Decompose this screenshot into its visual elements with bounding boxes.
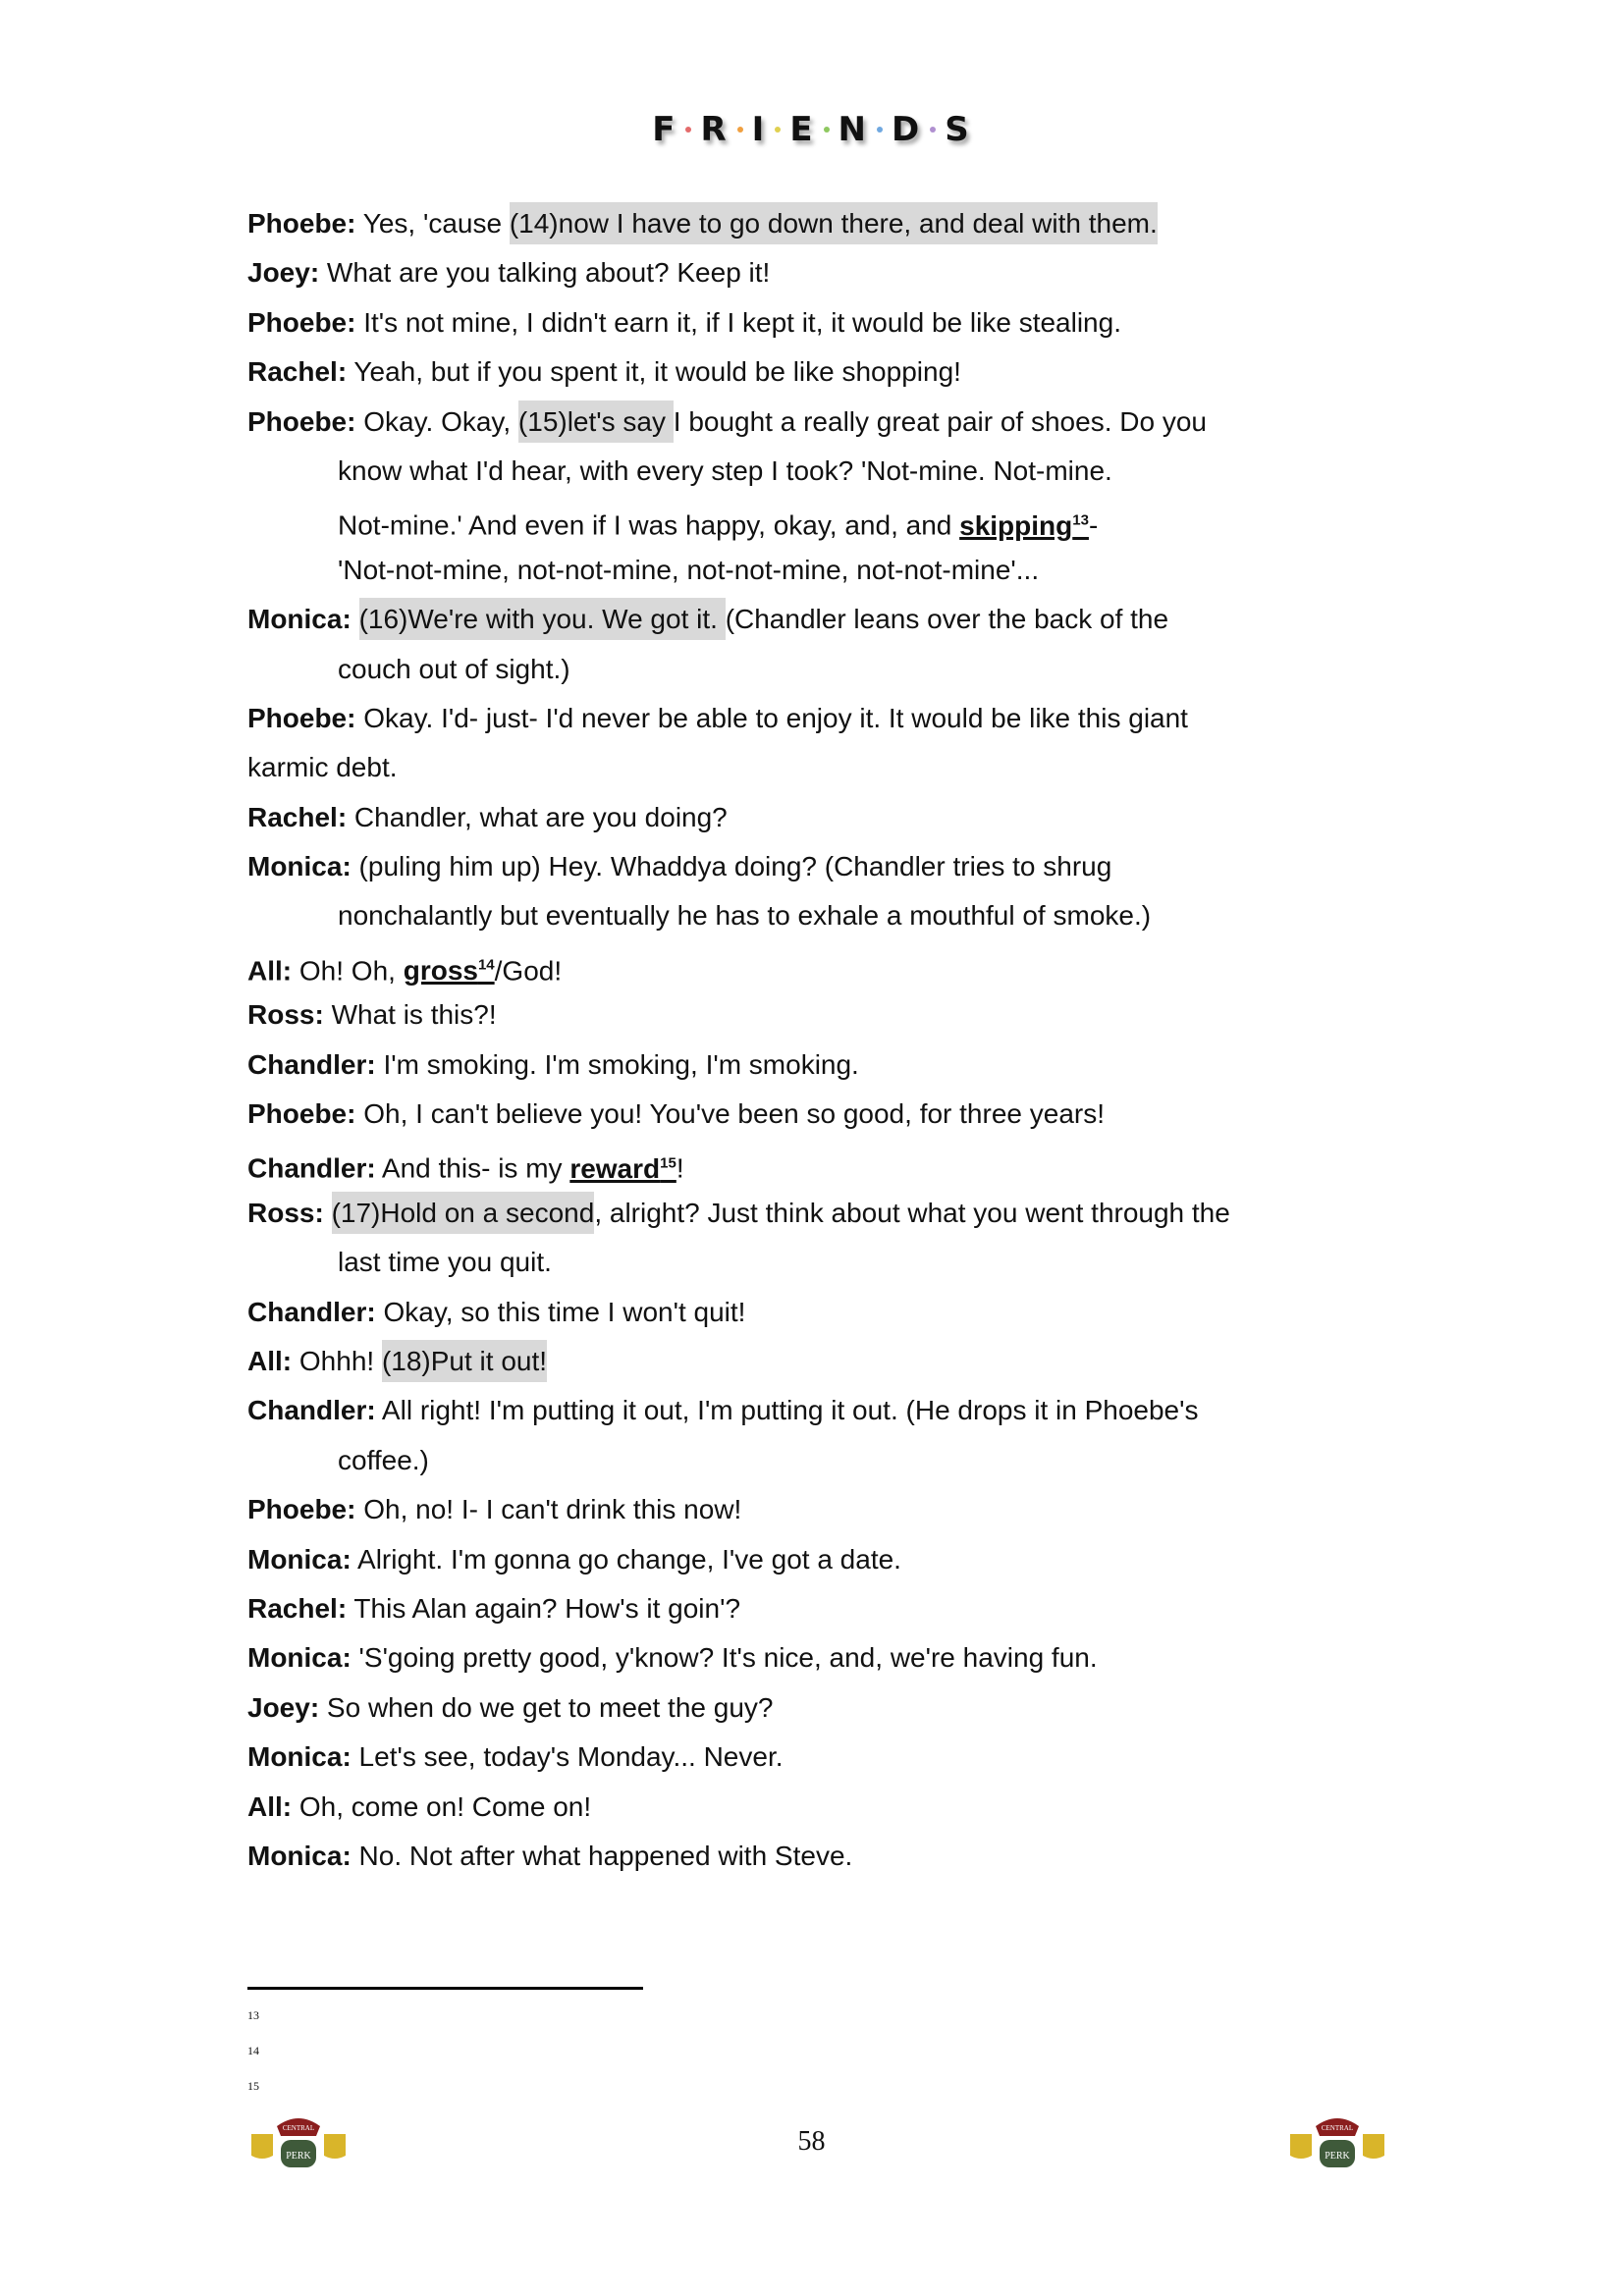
logo-dot xyxy=(737,127,743,133)
text: Not-mine.' And even if I was happy, okay, and, and xyxy=(338,509,960,541)
speaker-name: All: xyxy=(247,955,293,987)
script-text xyxy=(247,199,1406,1881)
speaker-name: Monica: xyxy=(247,851,352,882)
dialogue-text xyxy=(338,900,1151,931)
dialogue-line xyxy=(247,1783,1406,1832)
logo-letter: E xyxy=(789,110,815,149)
text: What is this?! xyxy=(323,999,497,1031)
dialogue-text xyxy=(352,604,359,634)
highlighted-phrase xyxy=(510,202,1158,244)
highlighted-phrase xyxy=(518,400,674,443)
text: I bought a really great pair of shoes. Do you xyxy=(673,405,1207,437)
page-number: 58 xyxy=(797,2126,826,2157)
dialogue-text xyxy=(355,208,509,239)
text: (17)Hold on a second xyxy=(331,1197,595,1228)
footnote-15: 15 xyxy=(247,2079,259,2093)
text: Okay. Okay, xyxy=(355,405,518,437)
dialogue-text xyxy=(347,1593,740,1624)
text: And this- is my xyxy=(375,1152,570,1184)
dialogue-text xyxy=(352,1841,853,1871)
logo-letter: R xyxy=(700,110,729,149)
highlighted-phrase xyxy=(382,1340,547,1382)
dialogue-line xyxy=(247,199,1406,248)
dialogue-line xyxy=(247,1139,1406,1188)
dialogue-text xyxy=(338,654,570,684)
text: couch out of sight.) xyxy=(338,653,570,684)
central-perk-logo-right xyxy=(1286,2112,1388,2169)
dialogue-text xyxy=(324,999,497,1030)
speaker-name: Phoebe: xyxy=(247,1098,356,1130)
dialogue-text xyxy=(338,510,959,541)
speaker-name: Phoebe: xyxy=(247,702,356,733)
speaker-name: Monica: xyxy=(247,1840,352,1871)
dialogue-text xyxy=(376,1297,746,1327)
dialogue-text xyxy=(355,1098,1105,1129)
dialogue-text xyxy=(376,1395,1199,1425)
text: gross xyxy=(403,955,478,987)
text: (Chandler leans over the back of the xyxy=(725,604,1169,635)
text: Yes, 'cause xyxy=(355,208,510,239)
text: So when do we get to meet the guy? xyxy=(319,1691,774,1723)
footnote-14: 14 xyxy=(247,2044,259,2057)
dialogue-line xyxy=(247,1238,1406,1287)
dialogue-line xyxy=(247,1633,1406,1682)
dialogue-line xyxy=(247,347,1406,397)
dialogue-text xyxy=(338,555,1039,585)
speaker-name: Phoebe: xyxy=(247,1494,356,1525)
text: nonchalantly but eventually he has to exhale a mouthful of smoke.) xyxy=(338,900,1152,932)
text: Alright. I'm gonna go change, I've got a date. xyxy=(351,1543,901,1575)
text: This Alan again? How's it goin'? xyxy=(347,1592,741,1624)
svg-text:PERK: PERK xyxy=(1325,2151,1350,2162)
text: No. Not after what happened with Steve. xyxy=(351,1840,853,1871)
highlighted-phrase xyxy=(332,1192,595,1234)
speaker-name: Phoebe: xyxy=(247,306,356,338)
text xyxy=(324,1198,332,1228)
text: I'm smoking. I'm smoking, I'm smoking. xyxy=(375,1048,859,1080)
speaker-name: Ross: xyxy=(247,999,324,1031)
text: All right! I'm putting it out, I'm putting it out. (He drops it in Phoebe's xyxy=(375,1395,1199,1426)
dialogue-line xyxy=(247,1041,1406,1090)
dialogue-line xyxy=(247,298,1406,347)
dialogue-line xyxy=(247,1535,1406,1584)
text: Okay, so this time I won't quit! xyxy=(375,1296,746,1327)
footnote-ref[interactable]: 14 xyxy=(477,956,495,974)
speaker-name: Joey: xyxy=(247,1691,320,1723)
speaker-name: Chandler: xyxy=(247,1048,376,1080)
speaker-name: Joey: xyxy=(247,257,320,289)
logo-letter: D xyxy=(892,110,922,149)
dialogue-line xyxy=(247,645,1406,694)
dialogue-text xyxy=(352,851,1112,881)
friends-logo xyxy=(0,110,1623,149)
dialogue-text xyxy=(594,1198,1230,1228)
logo-letter: I xyxy=(751,110,767,149)
dialogue-text xyxy=(347,356,961,387)
dialogue-line xyxy=(247,793,1406,842)
text: Oh, come on! Come on! xyxy=(292,1790,592,1822)
dialogue-text xyxy=(352,1544,901,1575)
text: 'S'going pretty good, y'know? It's nice, and, we're having fun. xyxy=(351,1642,1098,1674)
footnote-ref[interactable]: 15 xyxy=(660,1154,676,1172)
speaker-name: Chandler: xyxy=(247,1152,376,1184)
speaker-name: Chandler: xyxy=(247,1395,376,1426)
text: Oh, I can't believe you! You've been so good, for three years! xyxy=(355,1098,1105,1130)
dialogue-line xyxy=(247,1832,1406,1881)
speaker-name: All: xyxy=(247,1790,293,1822)
dialogue-line xyxy=(247,1189,1406,1238)
dialogue-line xyxy=(247,595,1406,644)
dialogue-line xyxy=(247,1436,1406,1485)
text: Let's see, today's Monday... Never. xyxy=(351,1741,784,1773)
text: Oh! Oh, xyxy=(292,955,404,987)
text: /God! xyxy=(494,955,563,987)
dialogue-line xyxy=(247,941,1406,990)
text: reward xyxy=(569,1152,661,1184)
text: (16)We're with you. We got it. xyxy=(358,604,726,635)
text: skipping xyxy=(959,509,1073,541)
speaker-name: Phoebe: xyxy=(247,208,356,239)
text: , alright? Just think about what you went through the xyxy=(594,1197,1230,1228)
dialogue-line xyxy=(247,891,1406,940)
svg-text:CENTRAL: CENTRAL xyxy=(1321,2124,1354,2132)
dialogue-line xyxy=(247,1683,1406,1733)
speaker-name: Monica: xyxy=(247,1543,352,1575)
dialogue-line xyxy=(247,1485,1406,1534)
logo-letter: F xyxy=(652,110,677,149)
logo-dot xyxy=(685,127,691,133)
dialogue-line xyxy=(247,496,1406,545)
dialogue-text xyxy=(338,1445,429,1475)
dialogue-text xyxy=(338,455,1112,486)
dialogue-text xyxy=(355,406,517,437)
central-perk-logo-left xyxy=(247,2112,350,2169)
dialogue-line xyxy=(247,1733,1406,1782)
text: (15)let's say xyxy=(517,405,674,437)
dialogue-text xyxy=(495,955,562,986)
speaker-name: Monica: xyxy=(247,1642,352,1674)
dialogue-line xyxy=(247,1386,1406,1435)
text: Oh, no! I- I can't drink this now! xyxy=(355,1494,742,1525)
dialogue-text xyxy=(319,1692,773,1723)
dialogue-text xyxy=(1089,510,1098,541)
logo-dot xyxy=(775,127,781,133)
text: coffee.) xyxy=(338,1444,429,1475)
speaker-name: Rachel: xyxy=(247,801,348,832)
dialogue-text xyxy=(726,604,1168,634)
dialogue-text xyxy=(674,406,1207,437)
dialogue-text xyxy=(676,1153,684,1184)
logo-dot xyxy=(930,127,936,133)
text: (14)now I have to go down there, and deal with them. xyxy=(509,208,1158,239)
dialogue-line xyxy=(247,842,1406,891)
dialogue-text xyxy=(292,1791,591,1822)
speaker-name: Ross: xyxy=(247,1197,324,1228)
logo-letter: S xyxy=(945,110,971,149)
dialogue-text xyxy=(355,703,1188,733)
text: ! xyxy=(676,1152,684,1184)
logo-dot xyxy=(877,127,883,133)
dialogue-line xyxy=(247,743,1406,792)
vocab-word xyxy=(959,510,1089,541)
text: Ohhh! xyxy=(292,1345,382,1376)
dialogue-text xyxy=(352,1642,1098,1673)
text xyxy=(352,604,359,634)
dialogue-text xyxy=(347,802,728,832)
text: last time you quit. xyxy=(338,1247,552,1278)
text: What are you talking about? Keep it! xyxy=(319,257,771,289)
text: (puling him up) Hey. Whaddya doing? (Chandler tries to shrug xyxy=(351,851,1112,882)
text: know what I'd hear, with every step I took? 'Not-mine. Not-mine. xyxy=(338,454,1112,486)
speaker-name: Rachel: xyxy=(247,1592,348,1624)
footnote-separator xyxy=(247,1987,643,1990)
speaker-name: Rachel: xyxy=(247,356,348,388)
dialogue-text xyxy=(292,955,404,986)
vocab-word xyxy=(404,955,495,986)
dialogue-line xyxy=(247,546,1406,595)
footnote-13: 13 xyxy=(247,2008,259,2022)
text: (18)Put it out! xyxy=(381,1345,548,1376)
highlighted-phrase xyxy=(359,598,726,640)
dialogue-text xyxy=(355,307,1121,338)
footnote-ref[interactable]: 13 xyxy=(1072,511,1089,529)
text: It's not mine, I didn't earn it, if I kept it, it would be like stealing. xyxy=(355,306,1121,338)
speaker-name: Monica: xyxy=(247,604,352,635)
speaker-name: Phoebe: xyxy=(247,405,356,437)
text: - xyxy=(1088,509,1099,541)
dialogue-line xyxy=(247,694,1406,743)
dialogue-line xyxy=(247,990,1406,1040)
dialogue-text xyxy=(247,752,398,782)
dialogue-text xyxy=(292,1346,382,1376)
dialogue-text xyxy=(355,1494,741,1524)
speaker-name: Monica: xyxy=(247,1741,352,1773)
dialogue-text xyxy=(324,1198,332,1228)
text: Okay. I'd- just- I'd never be able to enjoy it. It would be like this giant xyxy=(355,702,1188,733)
dialogue-text xyxy=(338,1247,552,1277)
dialogue-line xyxy=(247,398,1406,447)
text: 'Not-not-mine, not-not-mine, not-not-mine, not-not-mine'... xyxy=(338,554,1040,585)
dialogue-line xyxy=(247,1288,1406,1337)
text: Yeah, but if you spent it, it would be like shopping! xyxy=(347,356,961,388)
logo-dot xyxy=(824,127,830,133)
svg-text:CENTRAL: CENTRAL xyxy=(282,2124,315,2132)
text: karmic debt. xyxy=(247,752,398,783)
vocab-word xyxy=(569,1153,676,1184)
dialogue-text xyxy=(376,1153,570,1184)
dialogue-text xyxy=(376,1049,859,1080)
dialogue-text xyxy=(352,1741,784,1772)
dialogue-line xyxy=(247,248,1406,297)
logo-letter: N xyxy=(838,110,869,149)
dialogue-line xyxy=(247,1337,1406,1386)
text: Chandler, what are you doing? xyxy=(347,801,728,832)
dialogue-line xyxy=(247,447,1406,496)
dialogue-line xyxy=(247,1584,1406,1633)
speaker-name: All: xyxy=(247,1345,293,1376)
dialogue-line xyxy=(247,1090,1406,1139)
speaker-name: Chandler: xyxy=(247,1296,376,1327)
svg-text:PERK: PERK xyxy=(286,2151,311,2162)
dialogue-text xyxy=(319,257,770,288)
